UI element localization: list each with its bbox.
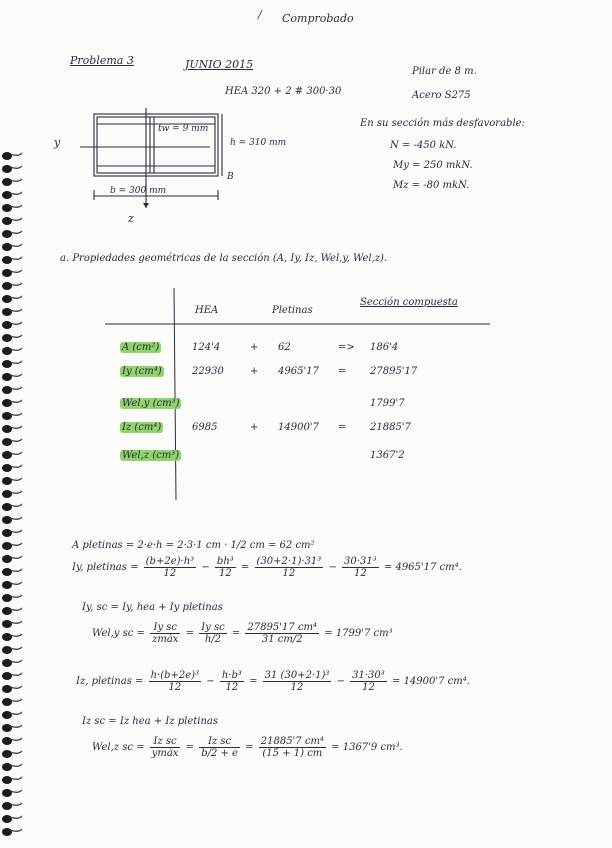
loads-heading: En su sección más desfavorable: bbox=[360, 118, 525, 129]
header-check: Comprobado bbox=[282, 12, 354, 25]
operator: − bbox=[328, 562, 337, 573]
spiral-wire bbox=[10, 335, 22, 337]
spiral-wire bbox=[10, 816, 22, 818]
operator: = bbox=[240, 562, 250, 573]
spiral-wire bbox=[10, 777, 22, 779]
spiral-wire bbox=[10, 517, 22, 519]
spiral-wire bbox=[10, 348, 22, 350]
spiral-ring bbox=[2, 373, 12, 381]
spiral-wire bbox=[10, 426, 22, 428]
check-mark: / bbox=[258, 8, 262, 21]
row-label bbox=[120, 366, 164, 377]
result: 14900'7 cm⁴. bbox=[403, 676, 470, 687]
denominator: (15 + 1) cm bbox=[262, 748, 323, 759]
spiral-ring bbox=[2, 464, 12, 472]
spiral-wire bbox=[10, 569, 22, 571]
spiral-wire bbox=[10, 153, 22, 155]
spiral-ring bbox=[2, 555, 12, 563]
numerator: 31 (30+2·1)³ bbox=[264, 670, 330, 681]
spiral-ring bbox=[2, 503, 12, 511]
spiral-wire bbox=[10, 192, 22, 194]
col-header-pletinas: Pletinas bbox=[272, 305, 313, 316]
height-label: h = 310 mm bbox=[230, 138, 287, 148]
spiral-ring bbox=[2, 217, 12, 225]
spiral-ring bbox=[2, 581, 12, 589]
denominator: 12 bbox=[163, 568, 177, 579]
spiral-ring bbox=[2, 607, 12, 615]
spiral-ring bbox=[2, 204, 12, 212]
spiral-ring bbox=[2, 633, 12, 641]
highlight-mark: A (cm²) bbox=[122, 342, 160, 353]
cell-operator: + bbox=[250, 342, 259, 353]
spiral-wire bbox=[10, 660, 22, 662]
spiral-wire bbox=[10, 439, 22, 441]
denominator: 12 bbox=[290, 682, 304, 693]
cell-operator: => bbox=[338, 342, 355, 353]
operator: − bbox=[336, 676, 345, 687]
spiral-ring bbox=[2, 737, 12, 745]
steel-grade: Acero S275 bbox=[412, 90, 471, 101]
equation-iy-pletinas bbox=[72, 556, 462, 579]
operator: = bbox=[249, 676, 258, 687]
spiral-wire bbox=[10, 244, 22, 246]
section-a-heading: a. Propiedades geométricas de la sección (A, Iy, Iz, Wel,y, Wel,z). bbox=[60, 253, 388, 264]
spiral-ring bbox=[2, 399, 12, 407]
spiral-ring bbox=[2, 659, 12, 667]
cell-hea: 22930 bbox=[192, 366, 224, 377]
denominator: ymáx bbox=[151, 748, 179, 759]
spiral-wire bbox=[10, 322, 22, 324]
z-axis-label: z bbox=[128, 212, 134, 225]
numerator: 30·31³ bbox=[344, 556, 377, 567]
cell-hea: 6985 bbox=[192, 422, 218, 433]
spiral-ring bbox=[2, 321, 12, 329]
operator: − bbox=[201, 562, 210, 573]
width-label: b = 300 mm bbox=[110, 186, 167, 196]
spiral-ring bbox=[2, 763, 12, 771]
denominator: 31 cm/2 bbox=[261, 634, 303, 645]
cell-compuesta: 1799'7 bbox=[370, 398, 405, 409]
spiral-wire bbox=[10, 270, 22, 272]
result: 1799'7 cm³ bbox=[335, 628, 393, 639]
spiral-ring bbox=[2, 594, 12, 602]
spiral-ring bbox=[2, 646, 12, 654]
spiral-wire bbox=[10, 751, 22, 753]
fraction bbox=[199, 622, 227, 645]
cross-section-diagram bbox=[50, 100, 250, 230]
numerator: h·b³ bbox=[221, 670, 242, 681]
spiral-wire bbox=[10, 231, 22, 233]
spiral-wire bbox=[10, 673, 22, 675]
spiral-ring bbox=[2, 334, 12, 342]
profile-label: HEA 320 + 2 # 300·30 bbox=[225, 86, 342, 97]
equation-area: A pletinas = 2·e·h = 2·3·1 cm · 1/2 cm = 62 cm² bbox=[72, 540, 315, 551]
equation-iz-sc: Iz sc = Iz hea + Iz pletinas bbox=[82, 716, 218, 727]
eq-lhs: Iy, pletinas = bbox=[72, 562, 139, 573]
spiral-ring bbox=[2, 178, 12, 186]
spiral-ring bbox=[2, 269, 12, 277]
operator: = bbox=[245, 742, 254, 753]
spiral-wire bbox=[10, 387, 22, 389]
fraction bbox=[263, 670, 332, 693]
operator: − bbox=[206, 676, 215, 687]
numerator: 27895'17 cm⁴ bbox=[247, 622, 318, 633]
equation-wel-y bbox=[92, 622, 393, 645]
result: 4965'17 cm⁴. bbox=[395, 562, 462, 573]
result: 1367'9 cm³. bbox=[342, 742, 403, 753]
spiral-ring bbox=[2, 490, 12, 498]
spiral-wire bbox=[10, 491, 22, 493]
numerator: (b+2e)·h³ bbox=[145, 556, 195, 567]
spiral-ring bbox=[2, 477, 12, 485]
spiral-wire bbox=[10, 725, 22, 727]
spiral-wire bbox=[10, 595, 22, 597]
spiral-wire bbox=[10, 556, 22, 558]
operator: = bbox=[391, 676, 401, 687]
spiral-binding bbox=[0, 150, 22, 840]
spiral-wire bbox=[10, 790, 22, 792]
spiral-ring bbox=[2, 191, 12, 199]
spiral-ring bbox=[2, 282, 12, 290]
row-label bbox=[120, 450, 181, 461]
operator: = bbox=[331, 742, 340, 753]
equation-iz-pletinas bbox=[76, 670, 470, 693]
spiral-wire bbox=[10, 829, 22, 831]
cell-compuesta: 186'4 bbox=[370, 342, 399, 353]
row-label bbox=[120, 342, 161, 353]
spiral-wire bbox=[10, 686, 22, 688]
spiral-wire bbox=[10, 218, 22, 220]
fraction bbox=[199, 736, 240, 759]
spiral-ring bbox=[2, 165, 12, 173]
numerator: Iz sc bbox=[199, 736, 240, 748]
fraction bbox=[150, 622, 180, 645]
numerator: bh³ bbox=[216, 556, 234, 567]
y-axis-label: y bbox=[54, 136, 61, 149]
equation-wel-z bbox=[92, 736, 403, 759]
spiral-wire bbox=[10, 764, 22, 766]
highlight-mark: Wel,z (cm³) bbox=[122, 450, 180, 461]
denominator: 12 bbox=[218, 568, 232, 579]
spiral-wire bbox=[10, 530, 22, 532]
cell-operator: = bbox=[338, 422, 347, 433]
numerator: 31·30³ bbox=[352, 670, 385, 681]
spiral-wire bbox=[10, 647, 22, 649]
spiral-wire bbox=[10, 582, 22, 584]
denominator: zmáx bbox=[152, 634, 179, 645]
fraction bbox=[144, 556, 197, 579]
problem-date: JUNIO 2015 bbox=[185, 58, 254, 71]
spiral-ring bbox=[2, 295, 12, 303]
spiral-wire bbox=[10, 803, 22, 805]
numerator: Iz sc bbox=[150, 736, 181, 748]
spiral-ring bbox=[2, 789, 12, 797]
spiral-wire bbox=[10, 543, 22, 545]
cell-pletinas: 14900'7 bbox=[278, 422, 319, 433]
moment-y: My = 250 mkN. bbox=[393, 160, 473, 171]
spiral-wire bbox=[10, 452, 22, 454]
spiral-ring bbox=[2, 698, 12, 706]
highlight-mark: Iy (cm⁴) bbox=[122, 366, 162, 377]
spiral-ring bbox=[2, 685, 12, 693]
numerator: (30+2·1)·31³ bbox=[256, 556, 322, 567]
fraction bbox=[149, 670, 202, 693]
row-label bbox=[120, 398, 181, 409]
spiral-wire bbox=[10, 699, 22, 701]
spiral-ring bbox=[2, 750, 12, 758]
spiral-wire bbox=[10, 738, 22, 740]
spiral-ring bbox=[2, 347, 12, 355]
spiral-ring bbox=[2, 230, 12, 238]
operator: = bbox=[185, 628, 195, 639]
spiral-ring bbox=[2, 542, 12, 550]
highlight-mark: Iz (cm⁴) bbox=[122, 422, 162, 433]
spiral-wire bbox=[10, 621, 22, 623]
spiral-wire bbox=[10, 465, 22, 467]
axial-load: N = -450 kN. bbox=[390, 140, 457, 151]
cell-operator: + bbox=[250, 366, 259, 377]
spiral-ring bbox=[2, 620, 12, 628]
numerator: 21885'7 cm⁴ bbox=[260, 736, 324, 747]
row-label bbox=[120, 422, 163, 433]
web-thickness-label: tw = 9 mm bbox=[158, 124, 209, 134]
spiral-wire bbox=[10, 166, 22, 168]
spiral-ring bbox=[2, 776, 12, 784]
operator: = bbox=[185, 742, 194, 753]
spiral-ring bbox=[2, 802, 12, 810]
cell-hea: 124'4 bbox=[192, 342, 221, 353]
col-header-hea: HEA bbox=[195, 305, 219, 316]
cell-compuesta: 21885'7 bbox=[370, 422, 411, 433]
eq-lhs: Wel,y sc = bbox=[92, 628, 145, 639]
spiral-ring bbox=[2, 451, 12, 459]
denominator: 12 bbox=[225, 682, 239, 693]
cell-operator: + bbox=[250, 422, 259, 433]
denominator: 12 bbox=[354, 568, 367, 579]
denominator: h/2 bbox=[204, 634, 222, 645]
operator: = bbox=[231, 628, 241, 639]
denominator: 12 bbox=[282, 568, 296, 579]
spiral-wire bbox=[10, 296, 22, 298]
denominator: b/2 + e bbox=[201, 748, 238, 759]
spiral-ring bbox=[2, 724, 12, 732]
spiral-ring bbox=[2, 828, 12, 836]
spiral-ring bbox=[2, 815, 12, 823]
fraction bbox=[220, 670, 244, 693]
spiral-ring bbox=[2, 438, 12, 446]
moment-z: Mz = -80 mkN. bbox=[393, 180, 470, 191]
cell-operator: = bbox=[338, 366, 347, 377]
denominator: 12 bbox=[168, 682, 182, 693]
spiral-wire bbox=[10, 400, 22, 402]
spiral-wire bbox=[10, 179, 22, 181]
eq-lhs: Iz, pletinas = bbox=[76, 676, 144, 687]
spiral-wire bbox=[10, 205, 22, 207]
fraction bbox=[255, 556, 324, 579]
numerator: Iy sc bbox=[150, 622, 180, 634]
spiral-ring bbox=[2, 711, 12, 719]
numerator: Iy sc bbox=[201, 622, 225, 633]
spiral-ring bbox=[2, 412, 12, 420]
spiral-ring bbox=[2, 256, 12, 264]
cell-compuesta: 27895'17 bbox=[370, 366, 418, 377]
pillar-length: Pilar de 8 m. bbox=[412, 66, 477, 77]
spiral-ring bbox=[2, 308, 12, 316]
spiral-wire bbox=[10, 608, 22, 610]
highlight-mark: Wel,y (cm³) bbox=[122, 398, 180, 409]
spiral-ring bbox=[2, 568, 12, 576]
spiral-wire bbox=[10, 712, 22, 714]
fraction bbox=[342, 556, 379, 579]
spiral-ring bbox=[2, 672, 12, 680]
operator: = bbox=[383, 562, 393, 573]
fraction bbox=[259, 736, 326, 759]
equation-iy-sc: Iy, sc = Iy, hea + Iy pletinas bbox=[82, 602, 223, 613]
fraction bbox=[215, 556, 236, 579]
problem-title: Problema 3 bbox=[70, 54, 134, 67]
cell-pletinas: 4965'17 bbox=[278, 366, 319, 377]
col-header-compuesta: Sección compuesta bbox=[360, 297, 458, 308]
spiral-ring bbox=[2, 529, 12, 537]
eq-lhs: Wel,z sc = bbox=[92, 742, 145, 753]
spiral-wire bbox=[10, 309, 22, 311]
fraction bbox=[350, 670, 387, 693]
spiral-wire bbox=[10, 478, 22, 480]
cell-pletinas: 62 bbox=[278, 342, 291, 353]
spiral-ring bbox=[2, 243, 12, 251]
spiral-ring bbox=[2, 152, 12, 160]
spiral-ring bbox=[2, 425, 12, 433]
spiral-wire bbox=[10, 283, 22, 285]
spiral-wire bbox=[10, 634, 22, 636]
spiral-ring bbox=[2, 360, 12, 368]
spiral-ring bbox=[2, 386, 12, 394]
fraction bbox=[245, 622, 319, 645]
b-mark: B bbox=[227, 172, 234, 182]
denominator: 12 bbox=[362, 682, 375, 693]
operator: = bbox=[324, 628, 333, 639]
numerator: h·(b+2e)³ bbox=[150, 670, 200, 681]
cell-compuesta: 1367'2 bbox=[370, 450, 405, 461]
spiral-wire bbox=[10, 374, 22, 376]
spiral-wire bbox=[10, 413, 22, 415]
spiral-wire bbox=[10, 257, 22, 259]
spiral-ring bbox=[2, 516, 12, 524]
spiral-wire bbox=[10, 504, 22, 506]
spiral-wire bbox=[10, 361, 22, 363]
fraction bbox=[150, 736, 181, 759]
